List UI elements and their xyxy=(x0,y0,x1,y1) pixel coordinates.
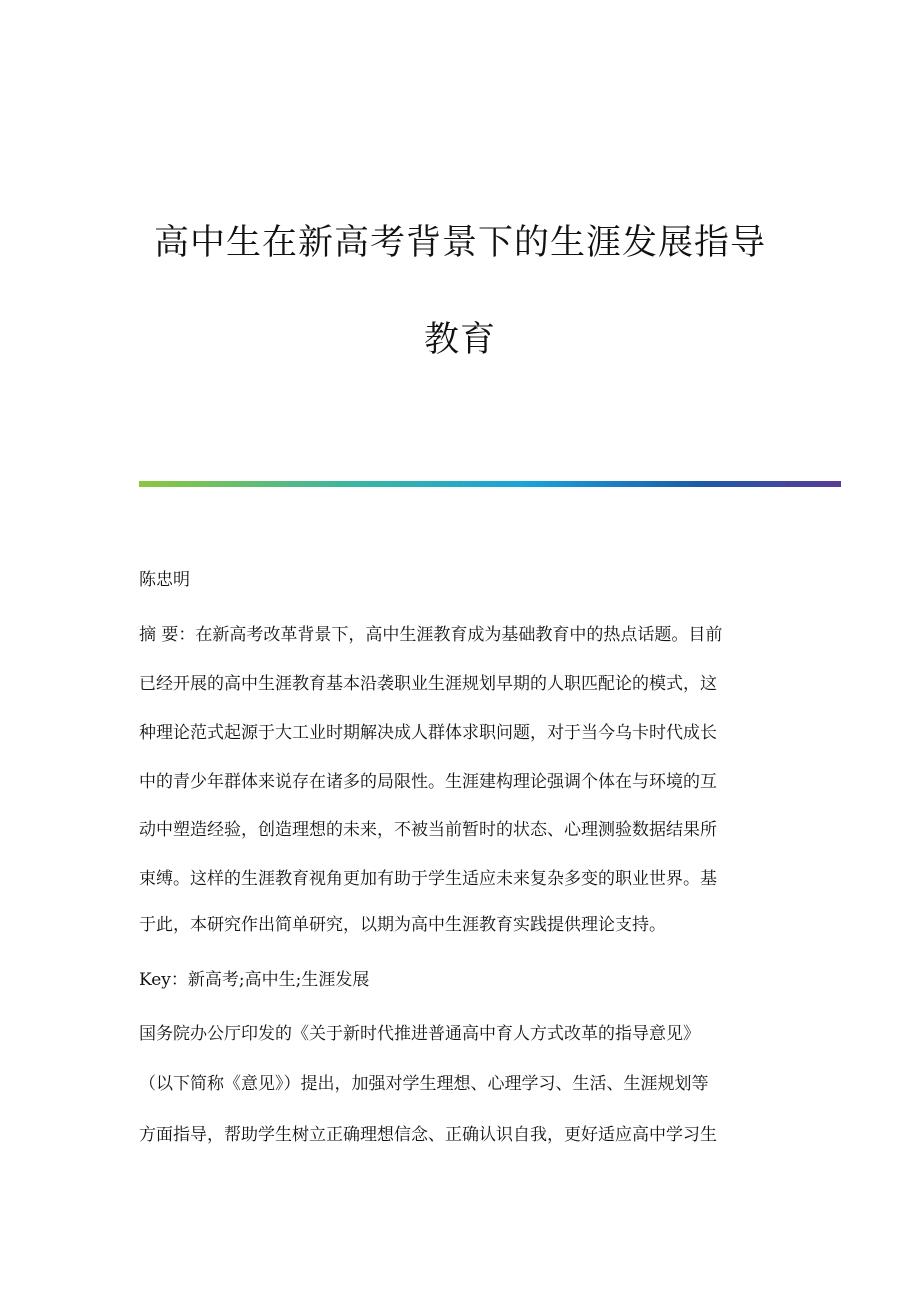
body-line: 方面指导，帮助学生树立正确理想信念、正确认识自我，更好适应高中学习生 xyxy=(139,1125,717,1145)
abstract-line: 于此，本研究作出简单研究，以期为高中生涯教育实践提供理论支持。 xyxy=(139,915,666,935)
author-name: 陈忠明 xyxy=(139,570,190,590)
body-line: 国务院办公厅印发的《关于新时代推进普通高中育人方式改革的指导意见》 xyxy=(139,1024,700,1044)
document-title-line-2: 教育 xyxy=(423,320,496,360)
keywords-line: Key：新高考;高中生;生涯发展 xyxy=(139,970,370,990)
abstract-line: 束缚。这样的生涯教育视角更加有助于学生适应未来复杂多变的职业世界。基 xyxy=(139,869,717,889)
body-line: （以下简称《意见》）提出，加强对学生理想、心理学习、生活、生涯规划等 xyxy=(139,1074,709,1094)
abstract-line: 中的青少年群体来说存在诸多的局限性。生涯建构理论强调个体在与环境的互 xyxy=(139,772,717,792)
abstract-line: 摘 要：在新高考改革背景下，高中生涯教育成为基础教育中的热点话题。目前 xyxy=(139,625,723,645)
abstract-line: 动中塑造经验，创造理想的未来，不被当前暂时的状态、心理测验数据结果所 xyxy=(139,820,717,840)
abstract-line: 已经开展的高中生涯教育基本沿袭职业生涯规划早期的人职匹配论的模式，这 xyxy=(139,674,717,694)
abstract-line: 种理论范式起源于大工业时期解决成人群体求职问题，对于当今乌卡时代成长 xyxy=(139,723,717,743)
document-title-line-1: 高中生在新高考背景下的生涯发展指导 xyxy=(153,223,766,263)
gradient-divider xyxy=(139,481,841,487)
